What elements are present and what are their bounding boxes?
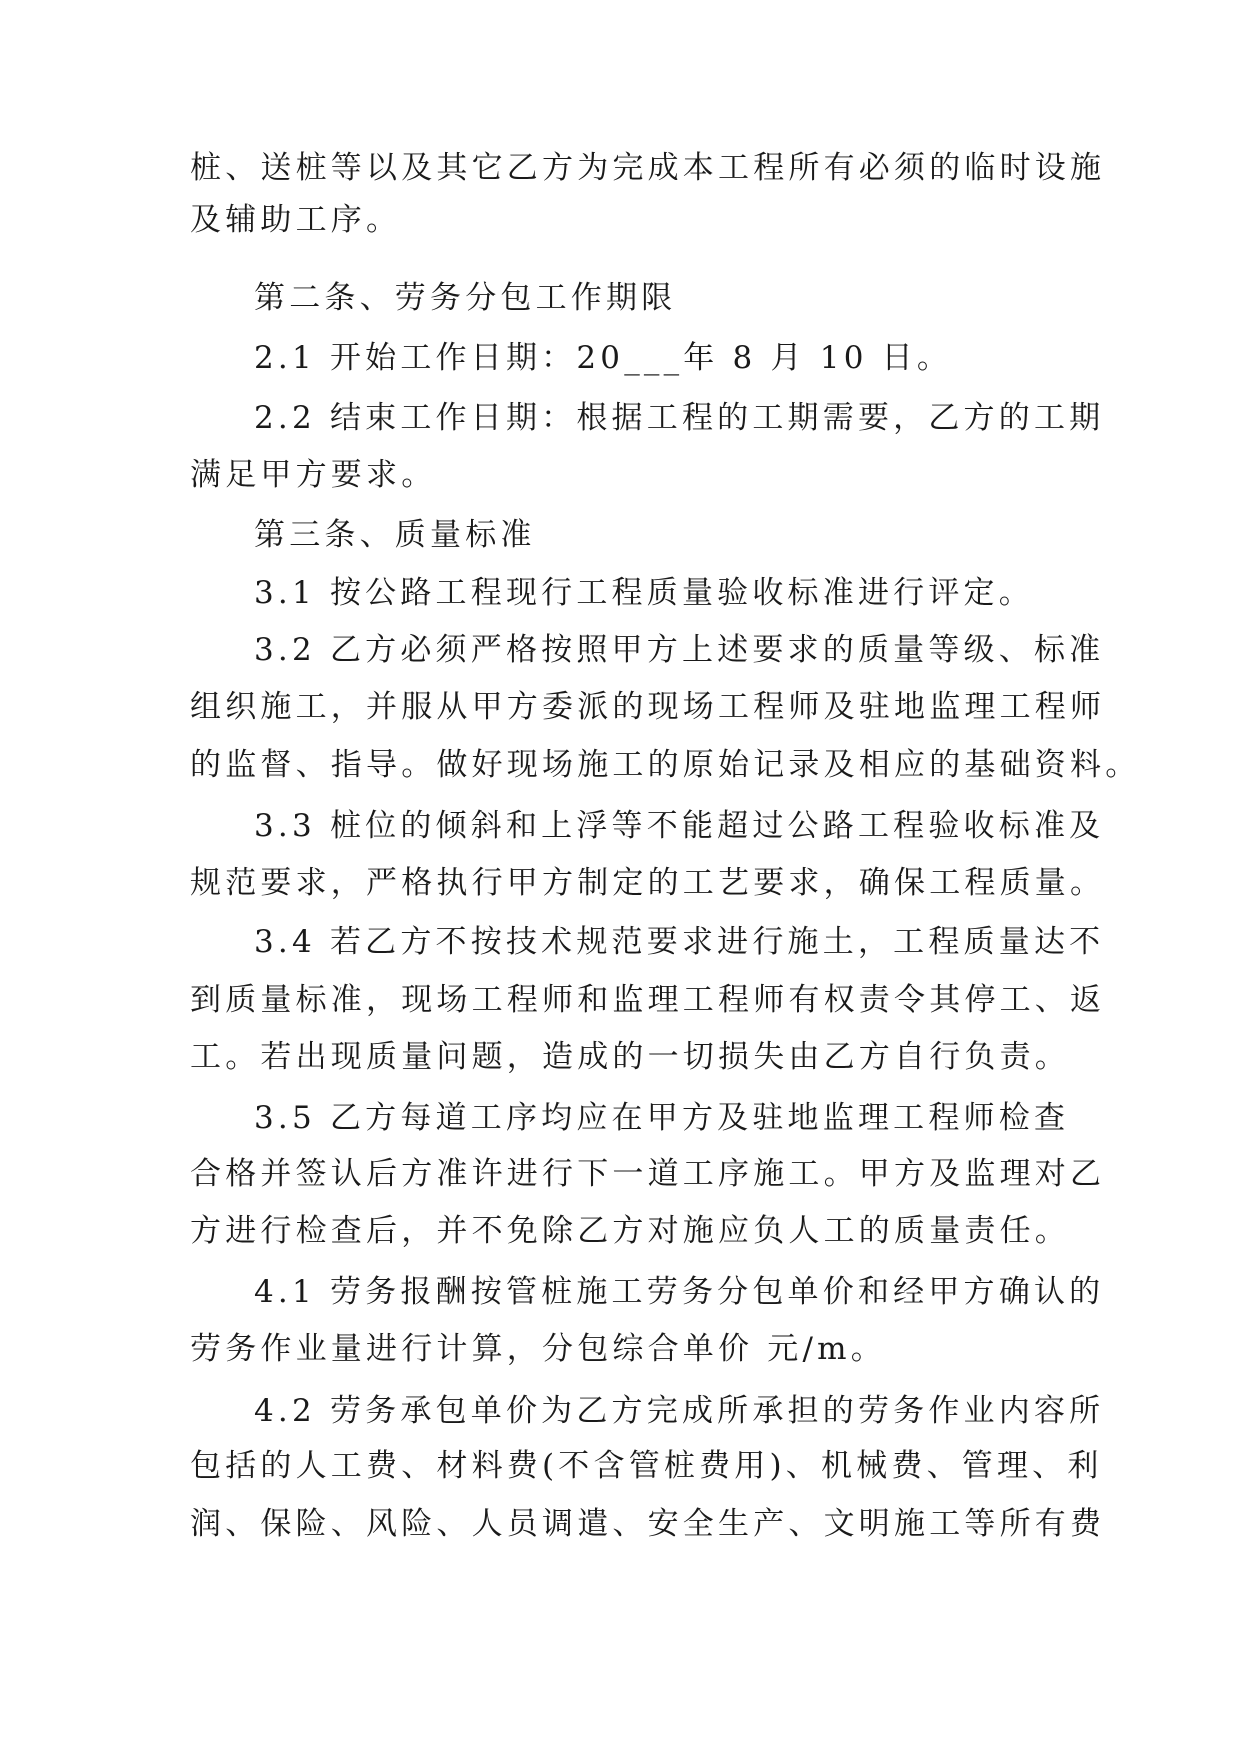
- section-heading-3: 第三条、质量标准: [254, 517, 536, 553]
- clause-3-4: 3.4 若乙方不按技术规范要求进行施土，工程质量达不: [254, 924, 1105, 960]
- clause-3-4-cont-2: 工。若出现质量问题，造成的一切损失由乙方自行负责。: [190, 1039, 1070, 1075]
- clause-4-1: 4.1 劳务报酬按管桩施工劳务分包单价和经甲方确认的: [254, 1274, 1105, 1310]
- section-heading-2: 第二条、劳务分包工作期限: [254, 280, 677, 316]
- clause-4-2: 4.2 劳务承包单价为乙方完成所承担的劳务作业内容所: [254, 1393, 1105, 1429]
- clause-3-2: 3.2 乙方必须严格按照甲方上述要求的质量等级、标准: [254, 632, 1105, 668]
- clause-4-1-cont: 劳务作业量进行计算，分包综合单价 元/m。: [190, 1331, 886, 1367]
- clause-3-2-cont-2: 的监督、指导。做好现场施工的原始记录及相应的基础资料。: [190, 747, 1141, 783]
- clause-2-1: 2.1 开始工作日期：20___年 8 月 10 日。: [254, 340, 953, 376]
- clause-3-3: 3.3 桩位的倾斜和上浮等不能超过公路工程验收标准及: [254, 808, 1105, 844]
- clause-3-4-cont-1: 到质量标准，现场工程师和监理工程师有权责令其停工、返: [190, 982, 1106, 1018]
- clause-3-5-cont-2: 方进行检查后，并不免除乙方对施应负人工的质量责任。: [190, 1213, 1070, 1249]
- clause-3-5-cont-1: 合格并签认后方准许进行下一道工序施工。甲方及监理对乙: [190, 1156, 1106, 1192]
- clause-4-2-cont-1: 包括的人工费、材料费(不含管桩费用)、机械费、管理、利: [190, 1448, 1103, 1484]
- clause-3-3-cont: 规范要求，严格执行甲方制定的工艺要求，确保工程质量。: [190, 865, 1106, 901]
- clause-3-1: 3.1 按公路工程现行工程质量验收标准进行评定。: [254, 575, 1034, 611]
- clause-4-2-cont-2: 润、保险、风险、人员调遣、安全生产、文明施工等所有费: [190, 1506, 1106, 1542]
- clause-3-2-cont-1: 组织施工，并服从甲方委派的现场工程师及驻地监理工程师: [190, 689, 1106, 725]
- text-line-1: 桩、送桩等以及其它乙方为完成本工程所有必须的临时设施: [190, 150, 1106, 186]
- clause-2-2-cont: 满足甲方要求。: [190, 457, 437, 493]
- text-line-2: 及辅助工序。: [190, 202, 402, 238]
- clause-3-5: 3.5 乙方每道工序均应在甲方及驻地监理工程师检查: [254, 1100, 1070, 1136]
- clause-2-2: 2.2 结束工作日期：根据工程的工期需要，乙方的工期: [254, 400, 1105, 436]
